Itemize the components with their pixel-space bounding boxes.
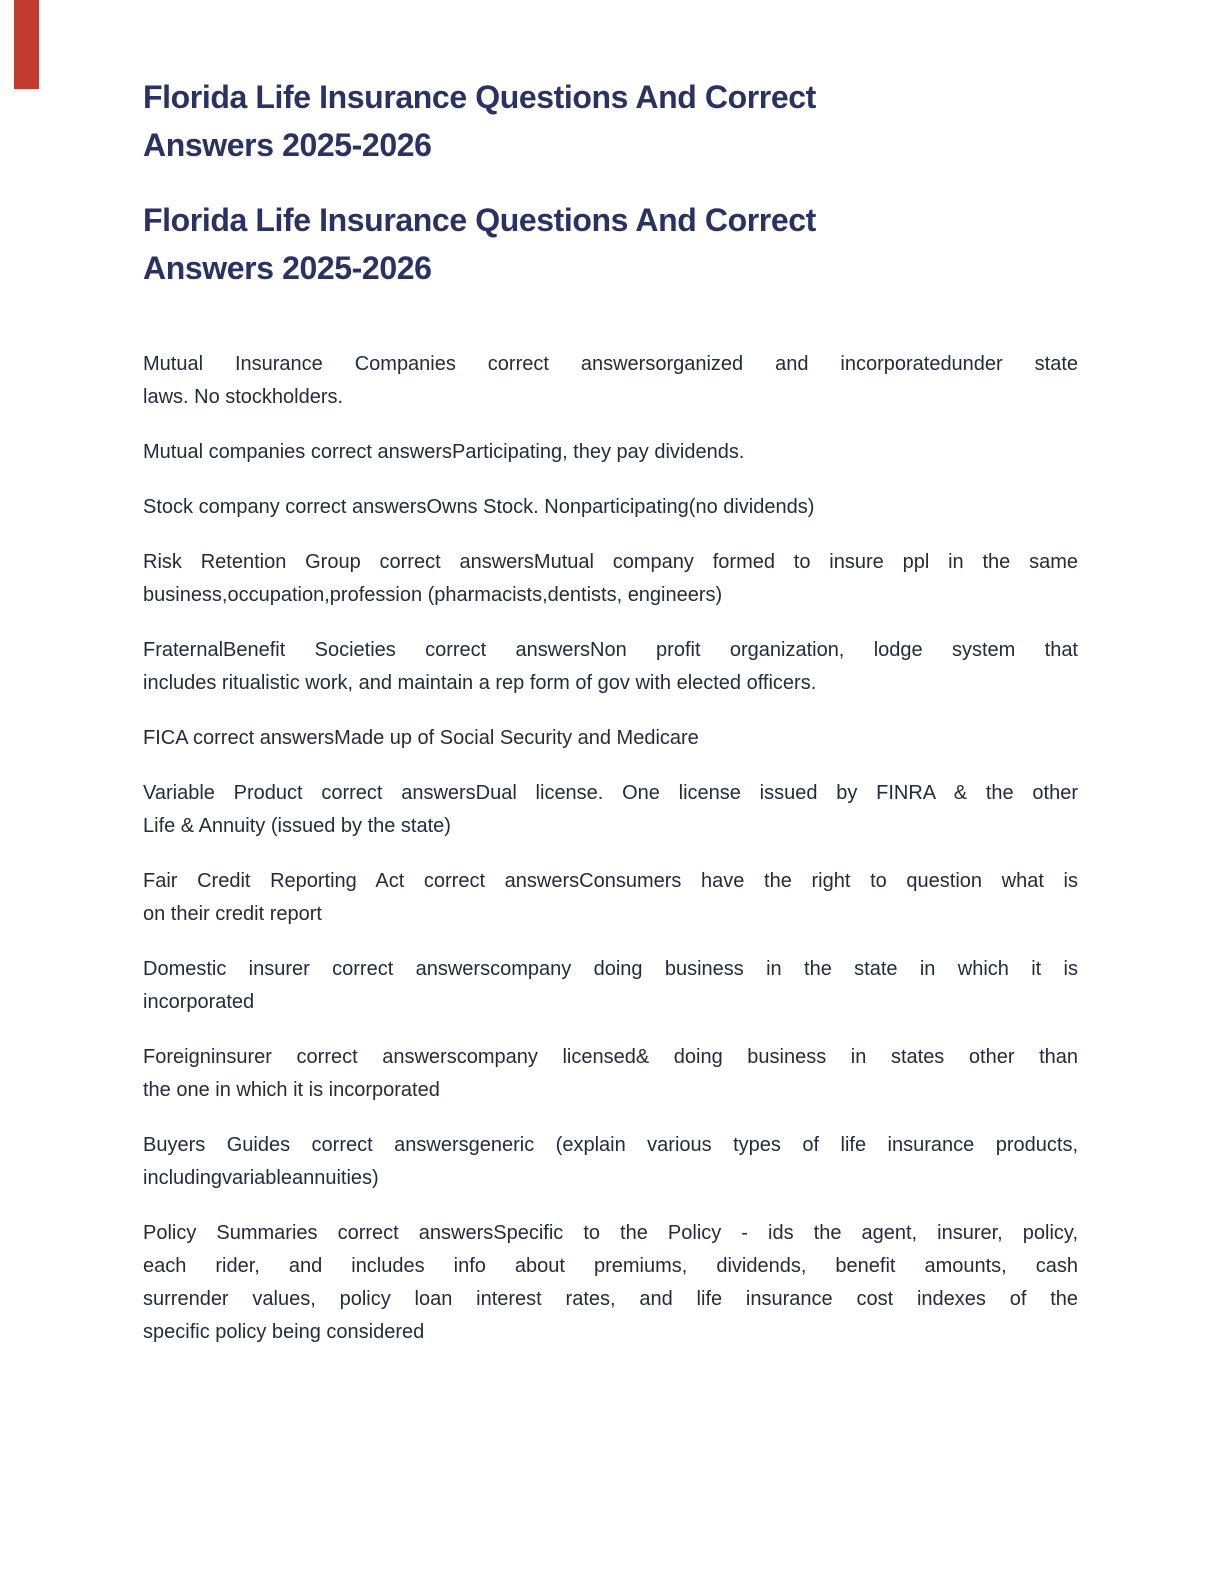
qa-line: on their credit report	[143, 903, 322, 925]
qa-line: Variable Product correct answersDual license. One license issued by FINRA & the other	[143, 782, 1078, 804]
qa-line: the one in which it is incorporated	[143, 1079, 440, 1101]
qa-line: FICA correct answersMade up of Social Security and Medicare	[143, 727, 699, 749]
qa-line: Life & Annuity (issued by the state)	[143, 815, 451, 837]
qa-line: laws. No stockholders.	[143, 386, 344, 408]
qa-line: Mutual companies correct answersParticipating, they pay dividends.	[143, 441, 745, 463]
qa-paragraph	[143, 1129, 1078, 1195]
qa-line: includes ritualistic work, and maintain a rep form of gov with elected officers.	[143, 672, 817, 694]
qa-line: Fair Credit Reporting Act correct answersConsumers have the right to question what is	[143, 870, 1078, 892]
qa-line: business,occupation,profession (pharmacists,dentists, engineers)	[143, 584, 723, 606]
document-title-1	[143, 73, 1078, 169]
qa-paragraph	[143, 777, 1078, 843]
qa-paragraph	[143, 634, 1078, 700]
qa-paragraph	[143, 546, 1078, 612]
qa-line: Domestic insurer correct answerscompany doing business in the state in which it is	[143, 958, 1078, 980]
qa-paragraph	[143, 491, 1078, 524]
title-line: Answers 2025-2026	[143, 127, 432, 163]
qa-line: each rider, and includes info about premiums, dividends, benefit amounts, cash	[143, 1255, 1078, 1277]
qa-line: Policy Summaries correct answersSpecific to the Policy - ids the agent, insurer, policy,	[143, 1222, 1078, 1244]
qa-line: Mutual Insurance Companies correct answersorganized and incorporatedunder state	[143, 353, 1078, 375]
title-line: Florida Life Insurance Questions And Correct	[143, 79, 816, 115]
qa-line: specific policy being considered	[143, 1321, 425, 1343]
qa-line: Stock company correct answersOwns Stock. Nonparticipating(no dividends)	[143, 496, 815, 518]
red-corner-marker	[14, 0, 39, 89]
qa-line: Foreigninsurer correct answerscompany licensed& doing business in states other than	[143, 1046, 1078, 1068]
qa-paragraph	[143, 722, 1078, 755]
qa-paragraph	[143, 348, 1078, 414]
qa-line: FraternalBenefit Societies correct answersNon profit organization, lodge system that	[143, 639, 1078, 661]
document-title-2	[143, 196, 1078, 292]
qa-line: Buyers Guides correct answersgeneric (explain various types of life insurance products,	[143, 1134, 1078, 1156]
qa-paragraph	[143, 953, 1078, 1019]
title-line: Florida Life Insurance Questions And Correct	[143, 202, 816, 238]
qa-line: Risk Retention Group correct answersMutual company formed to insure ppl in the same	[143, 551, 1078, 573]
title-line: Answers 2025-2026	[143, 250, 432, 286]
document-content	[143, 73, 1078, 1371]
qa-paragraph	[143, 1041, 1078, 1107]
qa-paragraph	[143, 865, 1078, 931]
qa-line: incorporated	[143, 991, 255, 1013]
qa-line: includingvariableannuities)	[143, 1167, 379, 1189]
qa-list	[143, 348, 1078, 1349]
qa-paragraph	[143, 1217, 1078, 1349]
qa-line: surrender values, policy loan interest rates, and life insurance cost indexes of the	[143, 1288, 1078, 1310]
qa-paragraph	[143, 436, 1078, 469]
